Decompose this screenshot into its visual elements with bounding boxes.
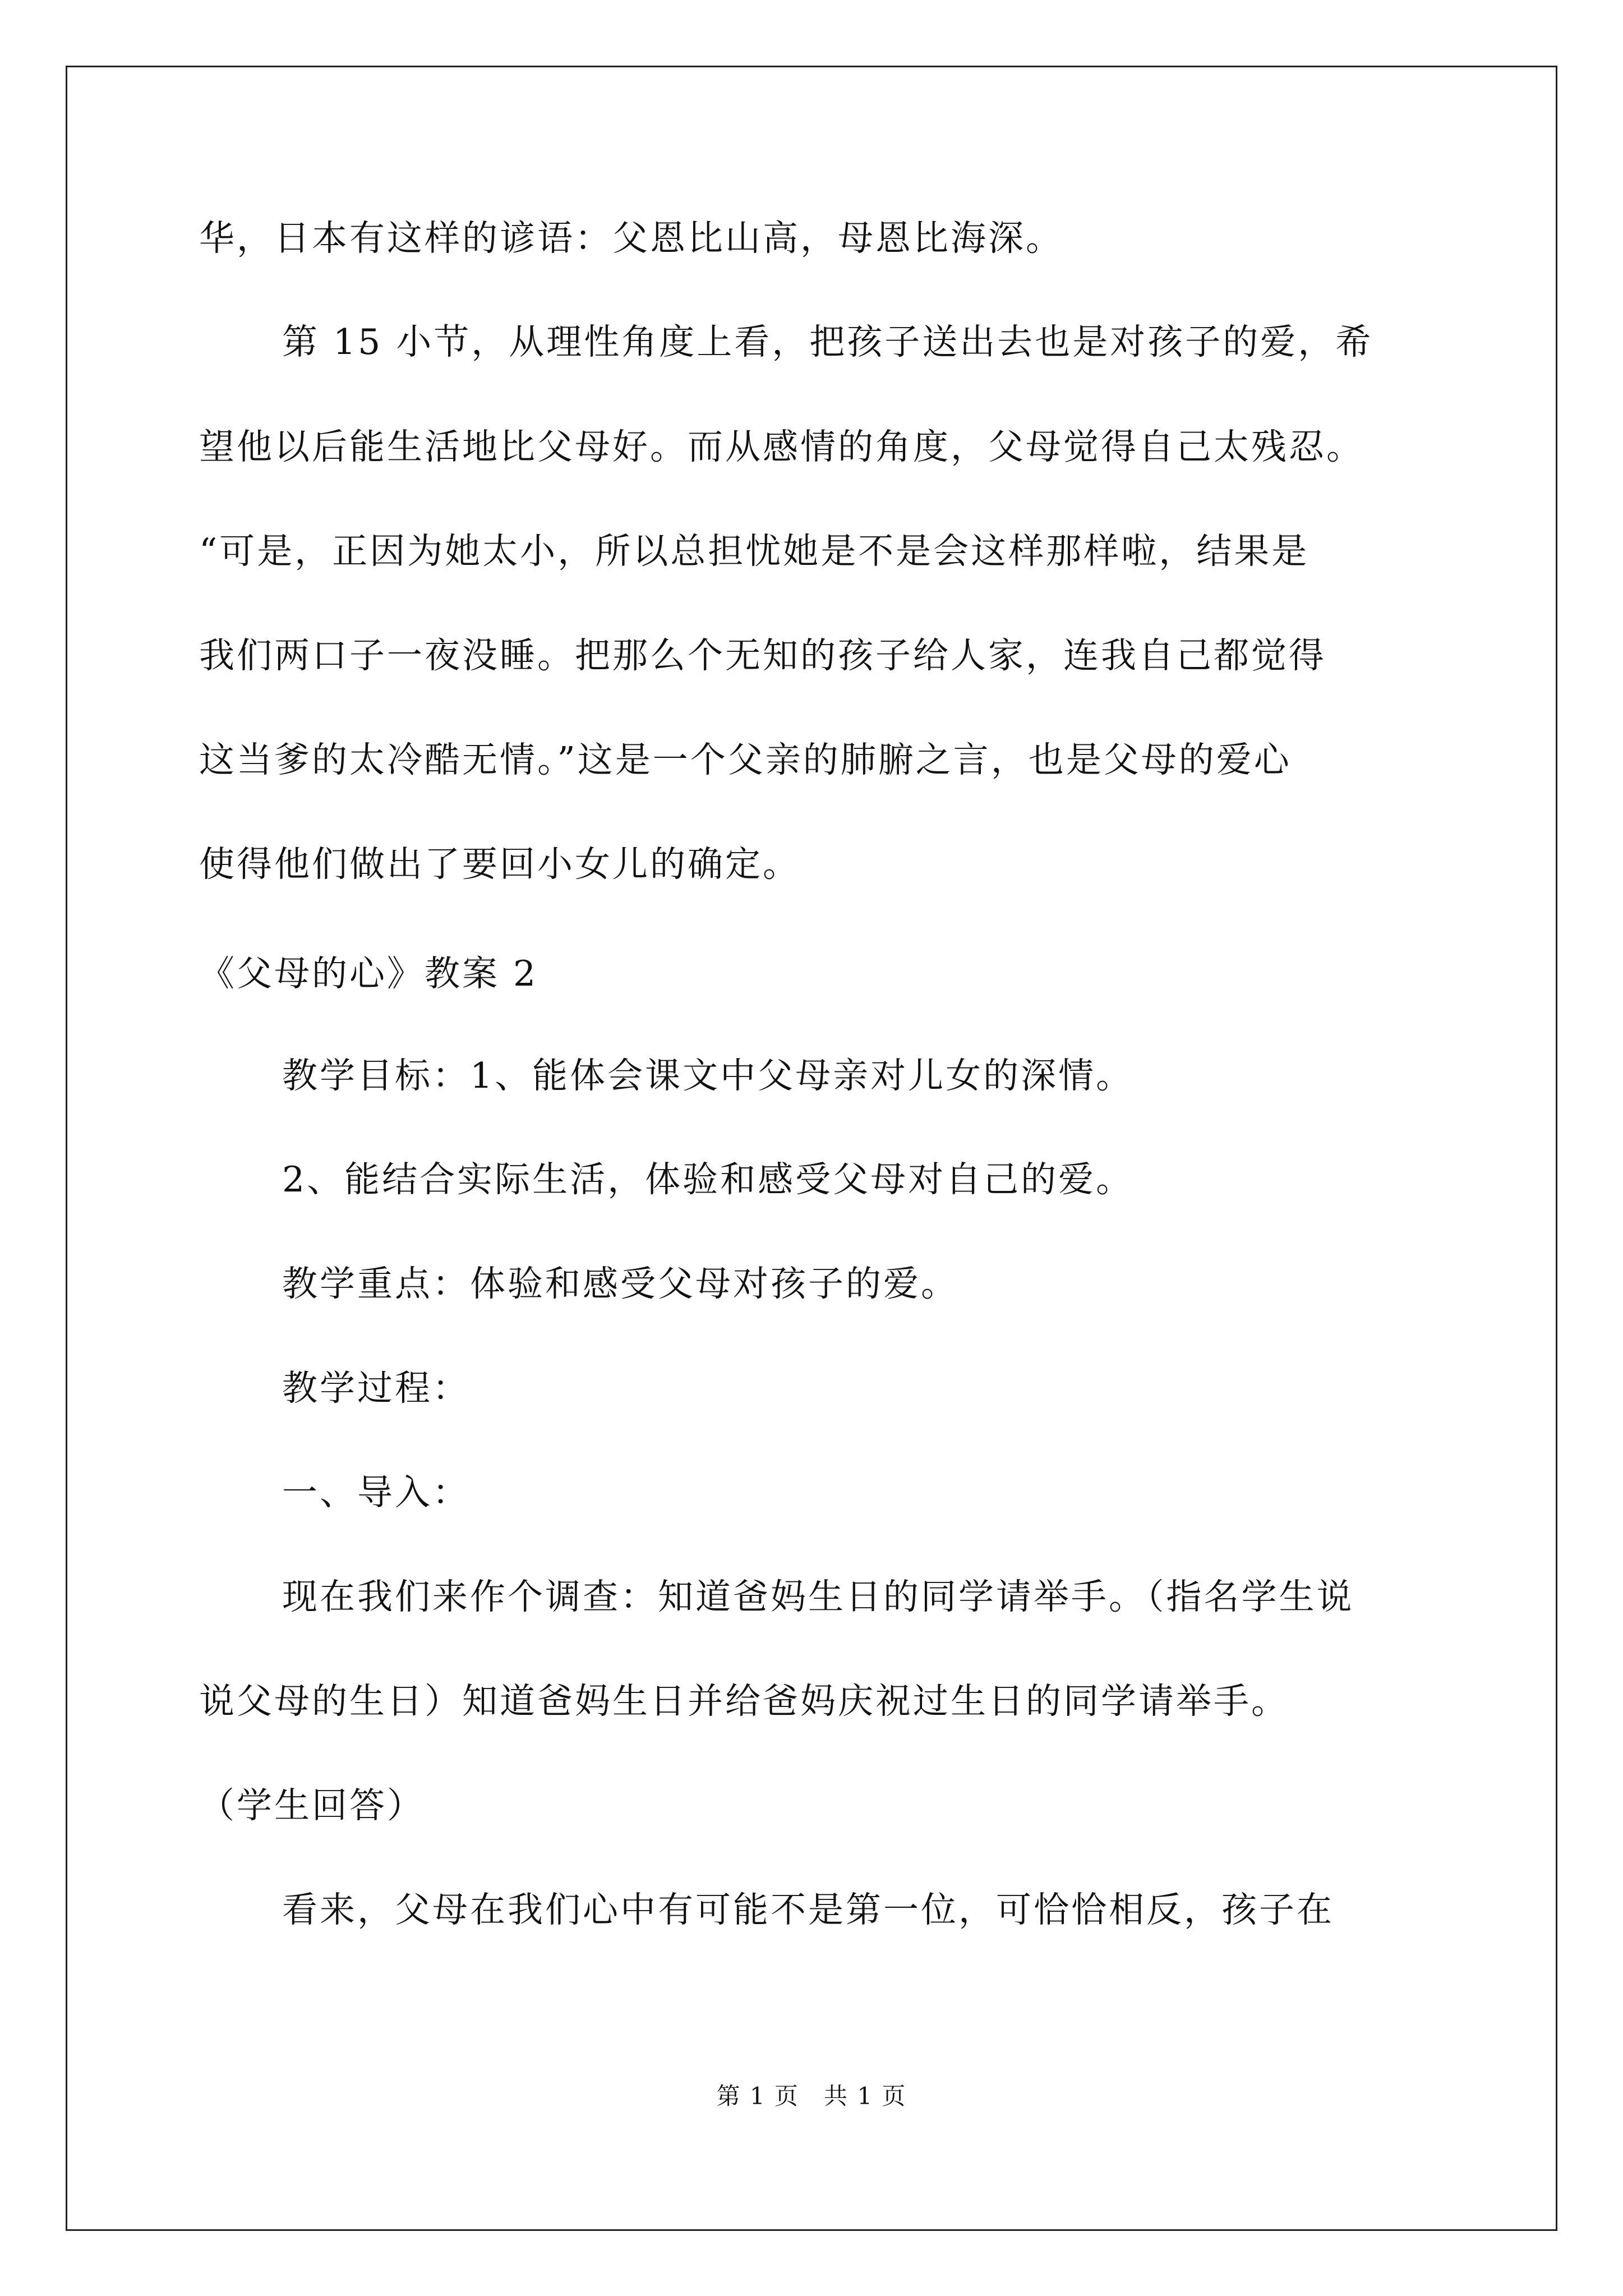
paragraph-line: 现在我们来作个调查：知道爸妈生日的同学请举手。（指名学生说 — [282, 1576, 1354, 1617]
paragraph-line: 望他以后能生活地比父母好。而从感情的角度，父母觉得自己太残忍。 — [199, 426, 1364, 467]
paragraph-line: 教学重点：体验和感受父母对孩子的爱。 — [282, 1263, 958, 1304]
paragraph-line: 使得他们做出了要回小女儿的确定。 — [199, 844, 800, 885]
section-heading: 《父母的心》教案 2 — [199, 953, 538, 994]
paragraph-line: 教学过程： — [282, 1368, 470, 1409]
paragraph-line: 说父母的生日）知道爸妈生日并给爸妈庆祝过生日的同学请举手。 — [199, 1681, 1289, 1722]
paragraph-line: 我们两口子一夜没睡。把那么个无知的孩子给人家，连我自己都觉得 — [199, 635, 1326, 676]
paragraph-line: 第 15 小节，从理性角度上看，把孩子送出去也是对孩子的爱，希 — [282, 321, 1373, 362]
paragraph-line: 华，日本有这样的谚语：父恩比山高，母恩比海深。 — [199, 218, 1063, 259]
paragraph-line: 看来，父母在我们心中有可能不是第一位，可恰恰相反，孩子在 — [282, 1889, 1334, 1930]
page-footer: 第 1 页 共 1 页 — [716, 2082, 907, 2110]
paragraph-line: 2、能结合实际生活，体验和感受父母对自己的爱。 — [282, 1159, 1134, 1200]
paragraph-line: “可是，正因为她太小，所以总担忧她是不是会这样那样啦，结果是 — [199, 531, 1310, 572]
paragraph-line: 这当爹的太冷酷无情。”这是一个父亲的肺腑之言，也是父母的爱心 — [199, 739, 1292, 780]
paragraph-line: （学生回答） — [199, 1785, 425, 1826]
paragraph-line: 一、导入： — [282, 1472, 470, 1513]
paragraph-line: 教学目标：1、能体会课文中父母亲对儿女的深情。 — [282, 1055, 1134, 1096]
